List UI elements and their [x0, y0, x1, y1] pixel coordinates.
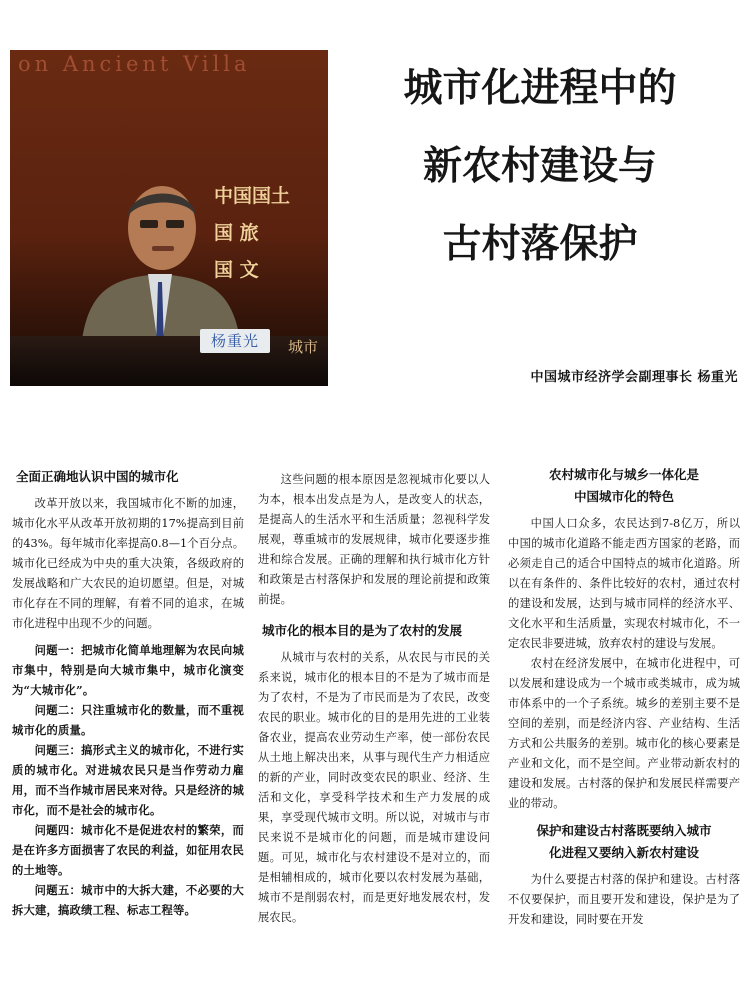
paragraph: 农村在经济发展中，在城市化进程中，可以发展和建设成为一个城市或类城市，成为城市体系中的一个子系统。城乡的差别主要不是空间的差别，而是经济内容、产业结构、生活方式和公共服务的差别。城市化的核心要素是产业和文化，而不是空间。产业带动新农村的建设和发展。古村落的保护和发展民样需要产业的带动。 [508, 657, 740, 810]
problem-paragraph: 问题一：把城市化简单地理解为农民向城市集中，特别是向大城市集中，城市化演变为“大城市化”。 [12, 643, 244, 697]
photo-banner-line: 国 文 [214, 259, 259, 281]
podium [10, 336, 328, 386]
title-line: 新农村建设与 [422, 144, 657, 189]
section-heading: 化进程又要纳入新农村建设 [548, 845, 699, 860]
problem-paragraph: 问题三：搞形式主义的城市化，不进行实质的城市化。对进城农民只是当作劳动力雇用，而不当作城市居民来对待。只是经济的城市化，而不是社会的城市化。 [12, 743, 244, 817]
paragraph: 中国人口众多，农民达到7-8亿万，所以中国的城市化道路不能走西方国家的老路，而必须走自己的适合中国特点的城市化道路。所以在有条件的、条件比较好的农村，通过农村的建设和发展，达到与城市同样的经济水平、文化水平和生活质量，实现农村城市化，不一定农民非要进城，放弃农村的建设与发展。 [508, 517, 740, 650]
photo-banner-line: 国 旅 [214, 222, 259, 244]
problem-paragraph: 问题二：只注重城市化的数量，而不重视城市化的质量。 [12, 703, 244, 737]
paragraph: 为什么要提古村落的保护和建设。古村落不仅要保护，而且要开发和建设，保护是为了开发和建设，同时要在开发 [508, 873, 740, 926]
problem-paragraph: 问题五：城市中的大拆大建，不必要的大拆大建，搞政绩工程、标志工程等。 [12, 883, 244, 917]
column-3 [508, 464, 740, 930]
paragraph: 改革开放以来，我国城市化不断的加速，城市化水平从改革开放初期的17%提高到目前的43%。每年城市化率提高0.8—1个百分点。城市化已经成为中央的重大决策，各级政府的发展战略和广大农民的迫切愿望。但是，对城市化存在不同的理解，有着不同的追求，在城市化进程中出现不少的问题。 [12, 497, 244, 630]
problem-paragraph: 问题四：城市化不是促进农村的繁荣，而是在许多方面损害了农民的利益，如征用农民的土地等。 [12, 823, 244, 877]
photo-banner-line: 中国国土 [214, 185, 291, 207]
article-title [340, 50, 740, 284]
speaker-photo [10, 50, 328, 386]
title-line: 古村落保护 [442, 222, 638, 267]
section-heading: 全面正确地认识中国的城市化 [16, 469, 179, 484]
title-line: 城市化进程中的 [403, 66, 677, 111]
section-heading: 中国城市化的特色 [573, 489, 674, 504]
paragraph: 这些问题的根本原因是忽视城市化要以人为本，根本出发点是为人，是改变人的状态，是提高人的生活水平和生活质量；忽视科学发展观，尊重城市的发展规律，城市化要逐步推进和综合发展。正确的理解和执行城市化方针和政策是古村落保护和发展的理论前提和政策前提。 [258, 473, 490, 606]
section-heading: 城市化的根本目的是为了农村的发展 [262, 623, 463, 638]
photo-side-text: 城市 [288, 338, 319, 356]
column-2 [258, 470, 490, 928]
photo-backdrop-text: on Ancient Villa [18, 52, 251, 76]
column-1 [12, 466, 244, 920]
section-heading: 农村城市化与城乡一体化是 [548, 467, 699, 482]
section-heading: 保护和建设古村落既要纳入城市 [536, 823, 712, 838]
author-byline: 中国城市经济学会副理事长 杨重光 [530, 370, 738, 385]
paragraph: 从城市与农村的关系，从农民与市民的关系来说，城市化的根本目的不是为了城市而是为了农村，不是为了市民而是为了农民，改变农民的职业。城市化的目的是用先进的工业装备农业，提高农业劳动生产率，使一部份农民从土地上解决出来，从事与现代生产力相适应的新的产业，同时改变农民的职业、经济、生活和文化，享受科学技术和生产力发展的成果，享受现代城市文明。所以说，对城市与市民来说不是城市化的问题，而是城市建设问题。可见，城市化与农村建设不是对立的，而是相辅相成的，城市化要以农村发展为基础，城市不是削弱农村，而是更好地发展农村，发展农民。 [258, 651, 490, 924]
nameplate: 杨重光 [200, 329, 270, 353]
